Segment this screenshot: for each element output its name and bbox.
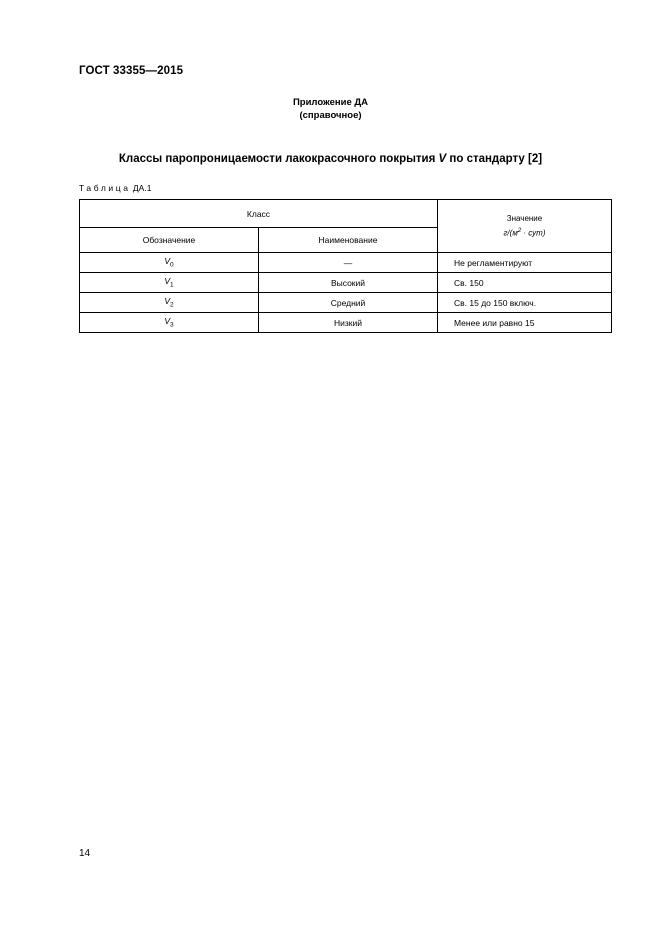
unit-pre: г/(м (503, 228, 518, 238)
symbol-subscript: 0 (170, 261, 174, 269)
table-header-row (80, 200, 612, 228)
cell-designation (80, 253, 259, 273)
vapor-permeability-table (79, 199, 612, 333)
unit-post: · сут) (521, 228, 546, 238)
table-caption (79, 183, 151, 193)
section-title-post: по стандарту [2] (446, 153, 543, 165)
cell-value: Св. 150 (438, 273, 612, 293)
unit-sup: 2 (517, 227, 522, 234)
appendix-subtitle: (справочное) (299, 110, 362, 121)
appendix-title: Приложение ДА (292, 97, 369, 108)
header-value-label: Значение (506, 213, 543, 223)
table-row (80, 293, 612, 313)
cell-value: Не регламентируют (438, 253, 612, 273)
table-caption-label: Таблица (79, 183, 131, 193)
section-title (0, 153, 661, 165)
header-name: Наименование (259, 228, 438, 253)
table-row (80, 253, 612, 273)
cell-name: — (259, 253, 438, 273)
cell-name: Средний (259, 293, 438, 313)
cell-value: Менее или равно 15 (438, 313, 612, 333)
header-value (438, 200, 612, 253)
cell-name: Низкий (259, 313, 438, 333)
section-title-pre: Классы паропроницаемости лакокрасочного покрытия (118, 153, 439, 165)
symbol: V (164, 316, 171, 327)
symbol: V (164, 256, 171, 267)
table-row (80, 273, 612, 293)
symbol: V (164, 296, 171, 307)
table-caption-number: ДА.1 (132, 183, 152, 193)
cell-designation (80, 273, 259, 293)
header-designation: Обозначение (80, 228, 259, 253)
cell-name: Высокий (259, 273, 438, 293)
symbol-subscript: 1 (170, 281, 174, 289)
page-number: 14 (79, 848, 91, 859)
symbol-subscript: 2 (170, 301, 174, 309)
table-row (80, 313, 612, 333)
header-class: Класс (80, 200, 438, 228)
symbol: V (164, 276, 171, 287)
header-value-unit (438, 225, 611, 240)
cell-designation (80, 293, 259, 313)
cell-value: Св. 15 до 150 включ. (438, 293, 612, 313)
cell-designation (80, 313, 259, 333)
section-title-var: V (438, 153, 447, 165)
document-header: ГОСТ 33355—2015 (79, 65, 184, 77)
appendix-heading (0, 96, 661, 122)
symbol-subscript: 3 (170, 321, 174, 329)
